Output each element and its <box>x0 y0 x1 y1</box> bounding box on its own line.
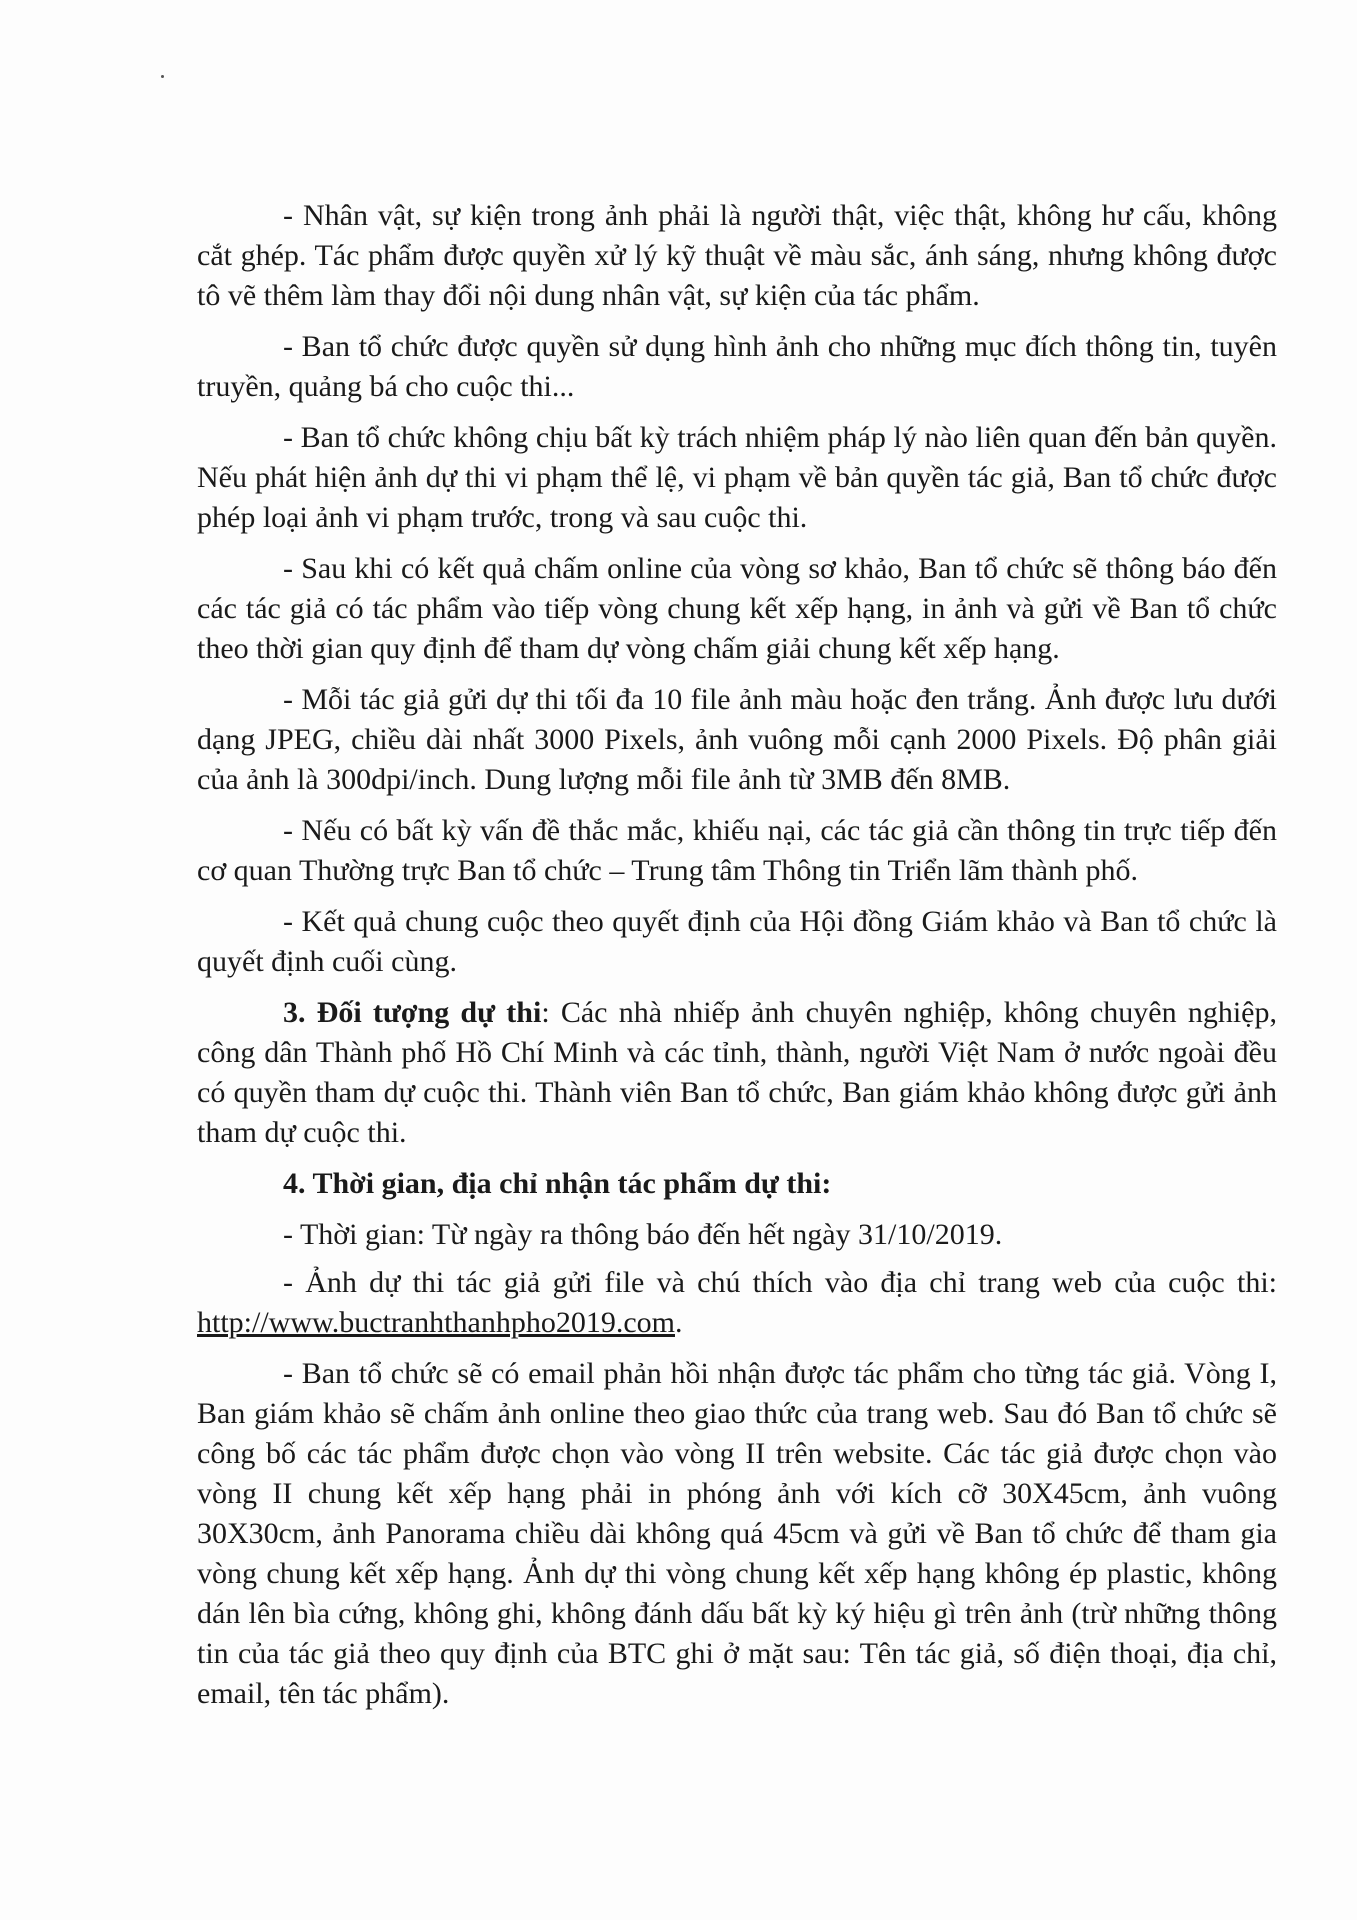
submission-address-end: . <box>674 1306 683 1339</box>
paragraph-preliminary-results: - Sau khi có kết quả chấm online của vòng sơ khảo, Ban tổ chức sẽ thông báo đến các tác giả có tác phẩm vào tiếp vòng chung kết xếp hạng, in ảnh và gửi về Ban tổ chức theo thời gian quy định để tham dự vòng chấm giải chung kết xếp hạng. <box>197 552 1277 665</box>
paragraph-image-usage: - Ban tổ chức được quyền sử dụng hình ảnh cho những mục đích thông tin, tuyên truyền, quảng bá cho cuộc thi... <box>197 330 1277 403</box>
paragraph-authenticity: - Nhân vật, sự kiện trong ảnh phải là người thật, việc thật, không hư cấu, không cắt ghép. Tác phẩm được quyền xử lý kỹ thuật về màu sắc, ánh sáng, nhưng không được tô vẽ thêm làm thay đổi nội dung nhân vật, sự kiện của tác phẩm. <box>197 199 1277 312</box>
section-submission-heading: 4. Thời gian, địa chỉ nhận tác phẩm dự thi: <box>283 1167 832 1200</box>
section-participants-body: : Các nhà nhiếp ảnh chuyên nghiệp, không chuyên nghiệp, công dân Thành phố Hồ Chí Minh và các tỉnh, thành, người Việt Nam ở nước ngoài đều có quyền tham dự cuộc thi. Thành viên Ban tổ chức, Ban giám khảo không được gửi ảnh tham dự cuộc thi. <box>197 996 1277 1149</box>
paragraph-submission-address <box>197 1263 1277 1343</box>
document-body <box>197 196 1277 1725</box>
contest-website-link[interactable]: http://www.buctranhthanhpho2019.com <box>197 1306 675 1339</box>
submission-address-text: - Ảnh dự thi tác giả gửi file và chú thích vào địa chỉ trang web của cuộc thi: <box>283 1266 1277 1299</box>
paragraph-complaints: - Nếu có bất kỳ vấn đề thắc mắc, khiếu nại, các tác giả cần thông tin trực tiếp đến cơ quan Thường trực Ban tổ chức – Trung tâm Thông tin Triển lãm thành phố. <box>197 814 1277 887</box>
section-participants <box>197 993 1277 1153</box>
scan-speck <box>161 75 164 78</box>
section-participants-heading: 3. Đối tượng dự thi <box>283 996 542 1029</box>
paragraph-final-decision: - Kết quả chung cuộc theo quyết định của Hội đồng Giám khảo và Ban tổ chức là quyết định cuối cùng. <box>197 905 1277 978</box>
paragraph-copyright: - Ban tổ chức không chịu bất kỳ trách nhiệm pháp lý nào liên quan đến bản quyền. Nếu phát hiện ảnh dự thi vi phạm thể lệ, vi phạm về bản quyền tác giả, Ban tổ chức được phép loại ảnh vi phạm trước, trong và sau cuộc thi. <box>197 421 1277 534</box>
paragraph-judging-rounds: - Ban tổ chức sẽ có email phản hồi nhận được tác phẩm cho từng tác giả. Vòng I, Ban giám khảo sẽ chấm ảnh online theo giao thức của trang web. Sau đó Ban tổ chức sẽ công bố các tác phẩm được chọn vào vòng II trên website. Các tác giả được chọn vào vòng II chung kết xếp hạng phải in phóng ảnh với kích cỡ 30X45cm, ảnh vuông 30X30cm, ảnh Panorama chiều dài không quá 45cm và gửi về Ban tổ chức để tham gia vòng chung kết xếp hạng. Ảnh dự thi vòng chung kết xếp hạng không ép plastic, không dán lên bìa cứng, không ghi, không đánh dấu bất kỳ ký hiệu gì trên ảnh (trừ những thông tin của tác giả theo quy định của BTC ghi ở mặt sau: Tên tác giả, số điện thoại, địa chỉ, email, tên tác phẩm). <box>197 1357 1277 1710</box>
paragraph-submission-time: - Thời gian: Từ ngày ra thông báo đến hết ngày 31/10/2019. <box>283 1218 1003 1251</box>
paragraph-file-requirements: - Mỗi tác giả gửi dự thi tối đa 10 file ảnh màu hoặc đen trắng. Ảnh được lưu dưới dạng JPEG, chiều dài nhất 3000 Pixels, ảnh vuông mỗi cạnh 2000 Pixels. Độ phân giải của ảnh là 300dpi/inch. Dung lượng mỗi file ảnh từ 3MB đến 8MB. <box>197 683 1277 796</box>
